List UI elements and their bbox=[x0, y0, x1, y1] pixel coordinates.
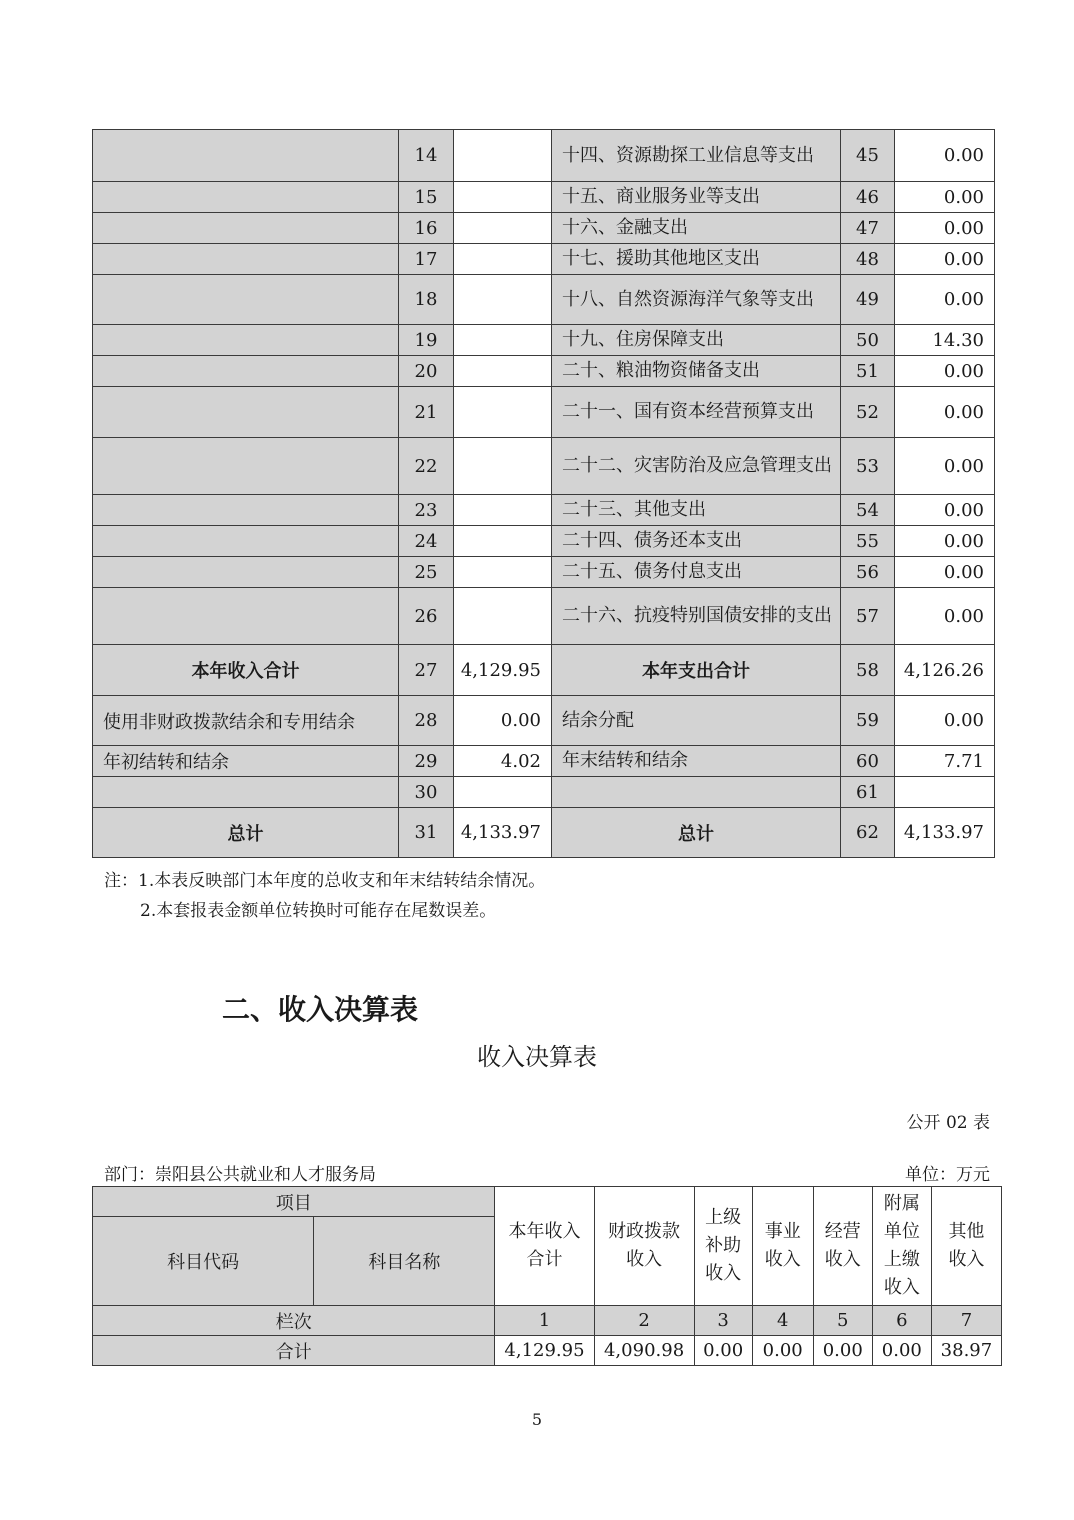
left-amount bbox=[454, 526, 552, 557]
summary-row bbox=[93, 588, 995, 645]
table-notes bbox=[104, 866, 545, 926]
right-amount: 4,133.97 bbox=[895, 808, 995, 858]
left-line-no: 26 bbox=[399, 588, 454, 645]
left-item-cell: 本年收入合计 bbox=[93, 645, 399, 696]
summary-row bbox=[93, 438, 995, 495]
right-line-no: 54 bbox=[841, 495, 895, 526]
header-col-line: 单位 bbox=[883, 1221, 920, 1242]
seq-cell: 5 bbox=[813, 1306, 872, 1336]
header-col-line: 收入 bbox=[948, 1249, 985, 1270]
right-item-cell: 二十一、国有资本经营预算支出 bbox=[552, 387, 841, 438]
right-item-cell: 二十六、抗疫特别国债安排的支出 bbox=[552, 588, 841, 645]
right-amount: 0.00 bbox=[895, 182, 995, 213]
left-item-cell bbox=[93, 526, 399, 557]
right-amount: 0.00 bbox=[895, 588, 995, 645]
left-line-no: 19 bbox=[399, 325, 454, 356]
summary-row bbox=[93, 244, 995, 275]
summary-row bbox=[93, 182, 995, 213]
right-amount: 4,126.26 bbox=[895, 645, 995, 696]
total-value: 38.97 bbox=[931, 1336, 1001, 1366]
left-amount: 4,129.95 bbox=[454, 645, 552, 696]
right-line-no: 53 bbox=[841, 438, 895, 495]
left-line-no: 15 bbox=[399, 182, 454, 213]
right-line-no: 57 bbox=[841, 588, 895, 645]
left-line-no: 28 bbox=[399, 696, 454, 746]
seq-row bbox=[93, 1306, 1002, 1336]
right-amount: 0.00 bbox=[895, 526, 995, 557]
right-line-no: 50 bbox=[841, 325, 895, 356]
summary-row bbox=[93, 808, 995, 858]
right-line-no: 47 bbox=[841, 213, 895, 244]
seq-cell: 1 bbox=[495, 1306, 594, 1336]
public-form-label: 公开 02 表 bbox=[906, 1113, 990, 1133]
right-line-no: 58 bbox=[841, 645, 895, 696]
left-amount: 4.02 bbox=[454, 746, 552, 777]
header-col-line: 其他 bbox=[948, 1221, 985, 1242]
right-item-cell: 十九、住房保障支出 bbox=[552, 325, 841, 356]
right-amount: 0.00 bbox=[895, 130, 995, 182]
left-item-cell bbox=[93, 213, 399, 244]
total-value: 0.00 bbox=[694, 1336, 752, 1366]
right-item-cell: 十七、援助其他地区支出 bbox=[552, 244, 841, 275]
right-amount: 0.00 bbox=[895, 213, 995, 244]
summary-row bbox=[93, 645, 995, 696]
header-col-line: 收入 bbox=[764, 1249, 801, 1270]
left-item-cell bbox=[93, 387, 399, 438]
summary-row bbox=[93, 746, 995, 777]
summary-row bbox=[93, 213, 995, 244]
right-amount: 0.00 bbox=[895, 356, 995, 387]
right-item-cell: 本年支出合计 bbox=[552, 645, 841, 696]
left-line-no: 14 bbox=[399, 130, 454, 182]
header-code: 科目代码 bbox=[93, 1217, 314, 1306]
right-item-cell: 结余分配 bbox=[552, 696, 841, 746]
summary-row bbox=[93, 130, 995, 182]
seq-cell: 4 bbox=[752, 1306, 813, 1336]
right-amount: 0.00 bbox=[895, 244, 995, 275]
left-item-cell bbox=[93, 495, 399, 526]
total-value: 0.00 bbox=[872, 1336, 931, 1366]
summary-row bbox=[93, 557, 995, 588]
right-line-no: 48 bbox=[841, 244, 895, 275]
seq-cell: 2 bbox=[594, 1306, 694, 1336]
header-col-line: 收入 bbox=[626, 1249, 663, 1270]
summary-row bbox=[93, 325, 995, 356]
right-amount: 0.00 bbox=[895, 438, 995, 495]
seq-cell: 3 bbox=[694, 1306, 752, 1336]
left-line-no: 30 bbox=[399, 777, 454, 808]
right-amount: 0.00 bbox=[895, 696, 995, 746]
right-amount: 7.71 bbox=[895, 746, 995, 777]
header-col-5 bbox=[813, 1187, 872, 1306]
header-col-line: 补助 bbox=[705, 1235, 742, 1256]
unit-label: 单位：万元 bbox=[905, 1165, 990, 1185]
total-value: 0.00 bbox=[813, 1336, 872, 1366]
left-line-no: 17 bbox=[399, 244, 454, 275]
right-item-cell: 年末结转和结余 bbox=[552, 746, 841, 777]
left-line-no: 21 bbox=[399, 387, 454, 438]
left-item-cell bbox=[93, 777, 399, 808]
left-line-no: 31 bbox=[399, 808, 454, 858]
header-col-3 bbox=[694, 1187, 752, 1306]
table-title: 收入决算表 bbox=[477, 1043, 597, 1071]
right-amount: 0.00 bbox=[895, 495, 995, 526]
left-line-no: 27 bbox=[399, 645, 454, 696]
header-col-line: 经营 bbox=[824, 1221, 861, 1242]
right-item-cell: 二十四、债务还本支出 bbox=[552, 526, 841, 557]
header-col-7 bbox=[931, 1187, 1001, 1306]
right-item-cell bbox=[552, 777, 841, 808]
summary-row bbox=[93, 526, 995, 557]
left-amount bbox=[454, 356, 552, 387]
left-item-cell: 年初结转和结余 bbox=[93, 746, 399, 777]
left-item-cell bbox=[93, 588, 399, 645]
summary-row bbox=[93, 275, 995, 325]
right-item-cell: 十六、金融支出 bbox=[552, 213, 841, 244]
right-line-no: 56 bbox=[841, 557, 895, 588]
left-amount bbox=[454, 495, 552, 526]
left-item-cell: 使用非财政拨款结余和专用结余 bbox=[93, 696, 399, 746]
left-item-cell bbox=[93, 438, 399, 495]
header-col-line: 收入 bbox=[705, 1263, 742, 1284]
left-amount bbox=[454, 438, 552, 495]
total-row bbox=[93, 1336, 1002, 1366]
left-amount bbox=[454, 387, 552, 438]
total-label: 合计 bbox=[93, 1336, 495, 1366]
header-project: 项目 bbox=[93, 1187, 495, 1217]
department-label: 部门：崇阳县公共就业和人才服务局 bbox=[104, 1165, 376, 1185]
summary-row bbox=[93, 356, 995, 387]
right-line-no: 61 bbox=[841, 777, 895, 808]
page-number: 5 bbox=[531, 1410, 543, 1429]
header-col-line: 附属 bbox=[883, 1193, 920, 1214]
right-line-no: 45 bbox=[841, 130, 895, 182]
left-item-cell bbox=[93, 325, 399, 356]
left-amount bbox=[454, 244, 552, 275]
left-amount bbox=[454, 182, 552, 213]
header-col-2 bbox=[594, 1187, 694, 1306]
right-item-cell: 二十、粮油物资储备支出 bbox=[552, 356, 841, 387]
summary-row bbox=[93, 387, 995, 438]
left-line-no: 20 bbox=[399, 356, 454, 387]
header-col-line: 本年收入 bbox=[508, 1221, 581, 1242]
header-col-line: 事业 bbox=[764, 1221, 801, 1242]
left-amount bbox=[454, 777, 552, 808]
left-amount bbox=[454, 588, 552, 645]
right-line-no: 51 bbox=[841, 356, 895, 387]
note-2: 2.本套报表金额单位转换时可能存在尾数误差。 bbox=[140, 901, 497, 921]
left-amount bbox=[454, 557, 552, 588]
right-line-no: 46 bbox=[841, 182, 895, 213]
right-line-no: 52 bbox=[841, 387, 895, 438]
seq-cell: 6 bbox=[872, 1306, 931, 1336]
left-amount bbox=[454, 325, 552, 356]
left-item-cell bbox=[93, 244, 399, 275]
total-value: 4,090.98 bbox=[594, 1336, 694, 1366]
summary-row bbox=[93, 696, 995, 746]
right-item-cell: 二十五、债务付息支出 bbox=[552, 557, 841, 588]
left-amount bbox=[454, 213, 552, 244]
left-item-cell bbox=[93, 182, 399, 213]
right-line-no: 60 bbox=[841, 746, 895, 777]
seq-label: 栏次 bbox=[93, 1306, 495, 1336]
left-amount: 0.00 bbox=[454, 696, 552, 746]
right-amount: 0.00 bbox=[895, 387, 995, 438]
right-item-cell: 总计 bbox=[552, 808, 841, 858]
header-name: 科目名称 bbox=[314, 1217, 495, 1306]
right-amount: 0.00 bbox=[895, 557, 995, 588]
seq-cell: 7 bbox=[931, 1306, 1001, 1336]
left-item-cell bbox=[93, 275, 399, 325]
right-amount: 0.00 bbox=[895, 275, 995, 325]
right-item-cell: 十八、自然资源海洋气象等支出 bbox=[552, 275, 841, 325]
summary-row bbox=[93, 777, 995, 808]
header-col-line: 合计 bbox=[526, 1249, 563, 1270]
header-col-line: 财政拨款 bbox=[608, 1221, 681, 1242]
left-item-cell: 总计 bbox=[93, 808, 399, 858]
right-item-cell: 二十三、其他支出 bbox=[552, 495, 841, 526]
left-item-cell bbox=[93, 557, 399, 588]
left-item-cell bbox=[93, 130, 399, 182]
left-amount bbox=[454, 275, 552, 325]
right-line-no: 59 bbox=[841, 696, 895, 746]
header-col-1 bbox=[495, 1187, 594, 1306]
left-line-no: 24 bbox=[399, 526, 454, 557]
header-col-4 bbox=[752, 1187, 813, 1306]
right-amount: 14.30 bbox=[895, 325, 995, 356]
left-line-no: 25 bbox=[399, 557, 454, 588]
left-line-no: 22 bbox=[399, 438, 454, 495]
right-line-no: 49 bbox=[841, 275, 895, 325]
section-title: 二、收入决算表 bbox=[222, 993, 419, 1026]
left-line-no: 18 bbox=[399, 275, 454, 325]
left-line-no: 29 bbox=[399, 746, 454, 777]
right-item-cell: 十五、商业服务业等支出 bbox=[552, 182, 841, 213]
left-amount: 4,133.97 bbox=[454, 808, 552, 858]
left-line-no: 16 bbox=[399, 213, 454, 244]
right-item-cell: 二十二、灾害防治及应急管理支出 bbox=[552, 438, 841, 495]
income-final-table bbox=[92, 1186, 1002, 1366]
total-value: 0.00 bbox=[752, 1336, 813, 1366]
left-line-no: 23 bbox=[399, 495, 454, 526]
right-item-cell: 十四、资源勘探工业信息等支出 bbox=[552, 130, 841, 182]
header-col-line: 上级 bbox=[705, 1207, 742, 1228]
income-expenditure-summary-table bbox=[92, 129, 995, 858]
right-line-no: 62 bbox=[841, 808, 895, 858]
left-amount bbox=[454, 130, 552, 182]
header-col-6 bbox=[872, 1187, 931, 1306]
right-amount bbox=[895, 777, 995, 808]
header-col-line: 收入 bbox=[824, 1249, 861, 1270]
right-line-no: 55 bbox=[841, 526, 895, 557]
header-col-line: 收入 bbox=[883, 1277, 920, 1298]
total-value: 4,129.95 bbox=[495, 1336, 594, 1366]
header-col-line: 上缴 bbox=[883, 1249, 920, 1270]
summary-row bbox=[93, 495, 995, 526]
left-item-cell bbox=[93, 356, 399, 387]
note-1: 注：1.本表反映部门本年度的总收支和年末结转结余情况。 bbox=[104, 871, 546, 891]
